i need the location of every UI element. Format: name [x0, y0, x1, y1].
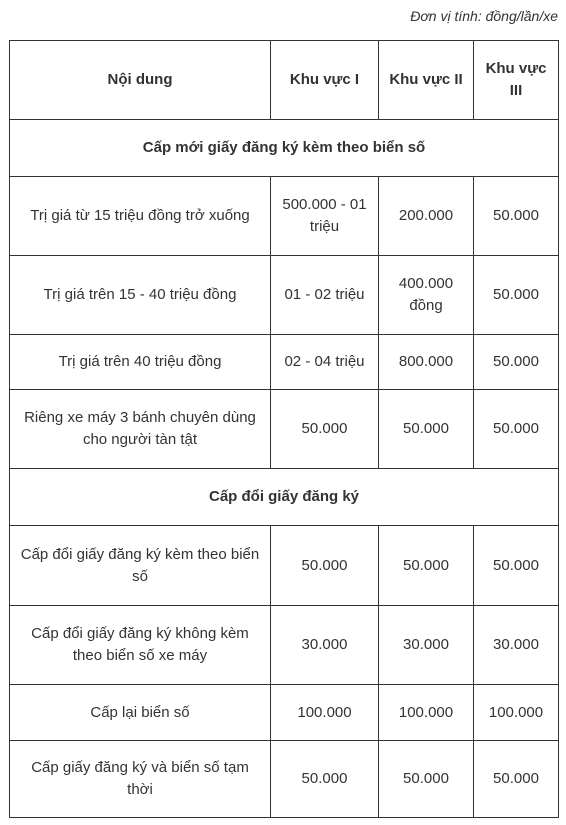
row-content: Trị giá trên 40 triệu đồng [10, 335, 271, 390]
row-area-2: 50.000 [379, 526, 474, 606]
header-area-1: Khu vực I [271, 41, 379, 120]
header-area-2: Khu vực II [379, 41, 474, 120]
row-content: Trị giá từ 15 triệu đồng trở xuống [10, 177, 271, 256]
header-area-3: Khu vực III [474, 41, 559, 120]
fee-table [9, 40, 559, 818]
table-row [10, 256, 559, 335]
unit-note: Đơn vị tính: đồng/lần/xe [410, 8, 558, 24]
row-area-3: 50.000 [474, 390, 559, 469]
row-area-2: 800.000 [379, 335, 474, 390]
row-area-2: 100.000 [379, 685, 474, 741]
row-area-1: 500.000 - 01 triệu [271, 177, 379, 256]
section-title-change-registration: Cấp đổi giấy đăng ký [10, 469, 559, 526]
row-area-1: 30.000 [271, 606, 379, 685]
row-area-3: 100.000 [474, 685, 559, 741]
row-area-2: 400.000 đồng [379, 256, 474, 335]
table-header-row [10, 41, 559, 120]
row-area-1: 02 - 04 triệu [271, 335, 379, 390]
row-content: Cấp giấy đăng ký và biển số tạm thời [10, 741, 271, 818]
row-area-2: 30.000 [379, 606, 474, 685]
row-area-3: 50.000 [474, 526, 559, 606]
section-title-new-registration: Cấp mới giấy đăng ký kèm theo biển số [10, 120, 559, 177]
table-row [10, 685, 559, 741]
row-area-1: 50.000 [271, 390, 379, 469]
row-area-1: 01 - 02 triệu [271, 256, 379, 335]
row-area-3: 50.000 [474, 741, 559, 818]
row-area-2: 50.000 [379, 390, 474, 469]
table-row [10, 741, 559, 818]
row-content: Cấp đổi giấy đăng ký không kèm theo biển số xe máy [10, 606, 271, 685]
row-content: Trị giá trên 15 - 40 triệu đồng [10, 256, 271, 335]
table-row [10, 335, 559, 390]
section-row [10, 469, 559, 526]
row-content: Cấp đổi giấy đăng ký kèm theo biển số [10, 526, 271, 606]
row-area-1: 50.000 [271, 526, 379, 606]
row-area-2: 50.000 [379, 741, 474, 818]
row-content: Riêng xe máy 3 bánh chuyên dùng cho người tàn tật [10, 390, 271, 469]
row-area-3: 50.000 [474, 177, 559, 256]
row-content: Cấp lại biển số [10, 685, 271, 741]
table-row [10, 606, 559, 685]
table-row [10, 526, 559, 606]
row-area-3: 50.000 [474, 256, 559, 335]
row-area-3: 30.000 [474, 606, 559, 685]
row-area-1: 50.000 [271, 741, 379, 818]
header-content: Nội dung [10, 41, 271, 120]
table-row [10, 390, 559, 469]
section-row [10, 120, 559, 177]
row-area-3: 50.000 [474, 335, 559, 390]
row-area-2: 200.000 [379, 177, 474, 256]
row-area-1: 100.000 [271, 685, 379, 741]
table-row [10, 177, 559, 256]
